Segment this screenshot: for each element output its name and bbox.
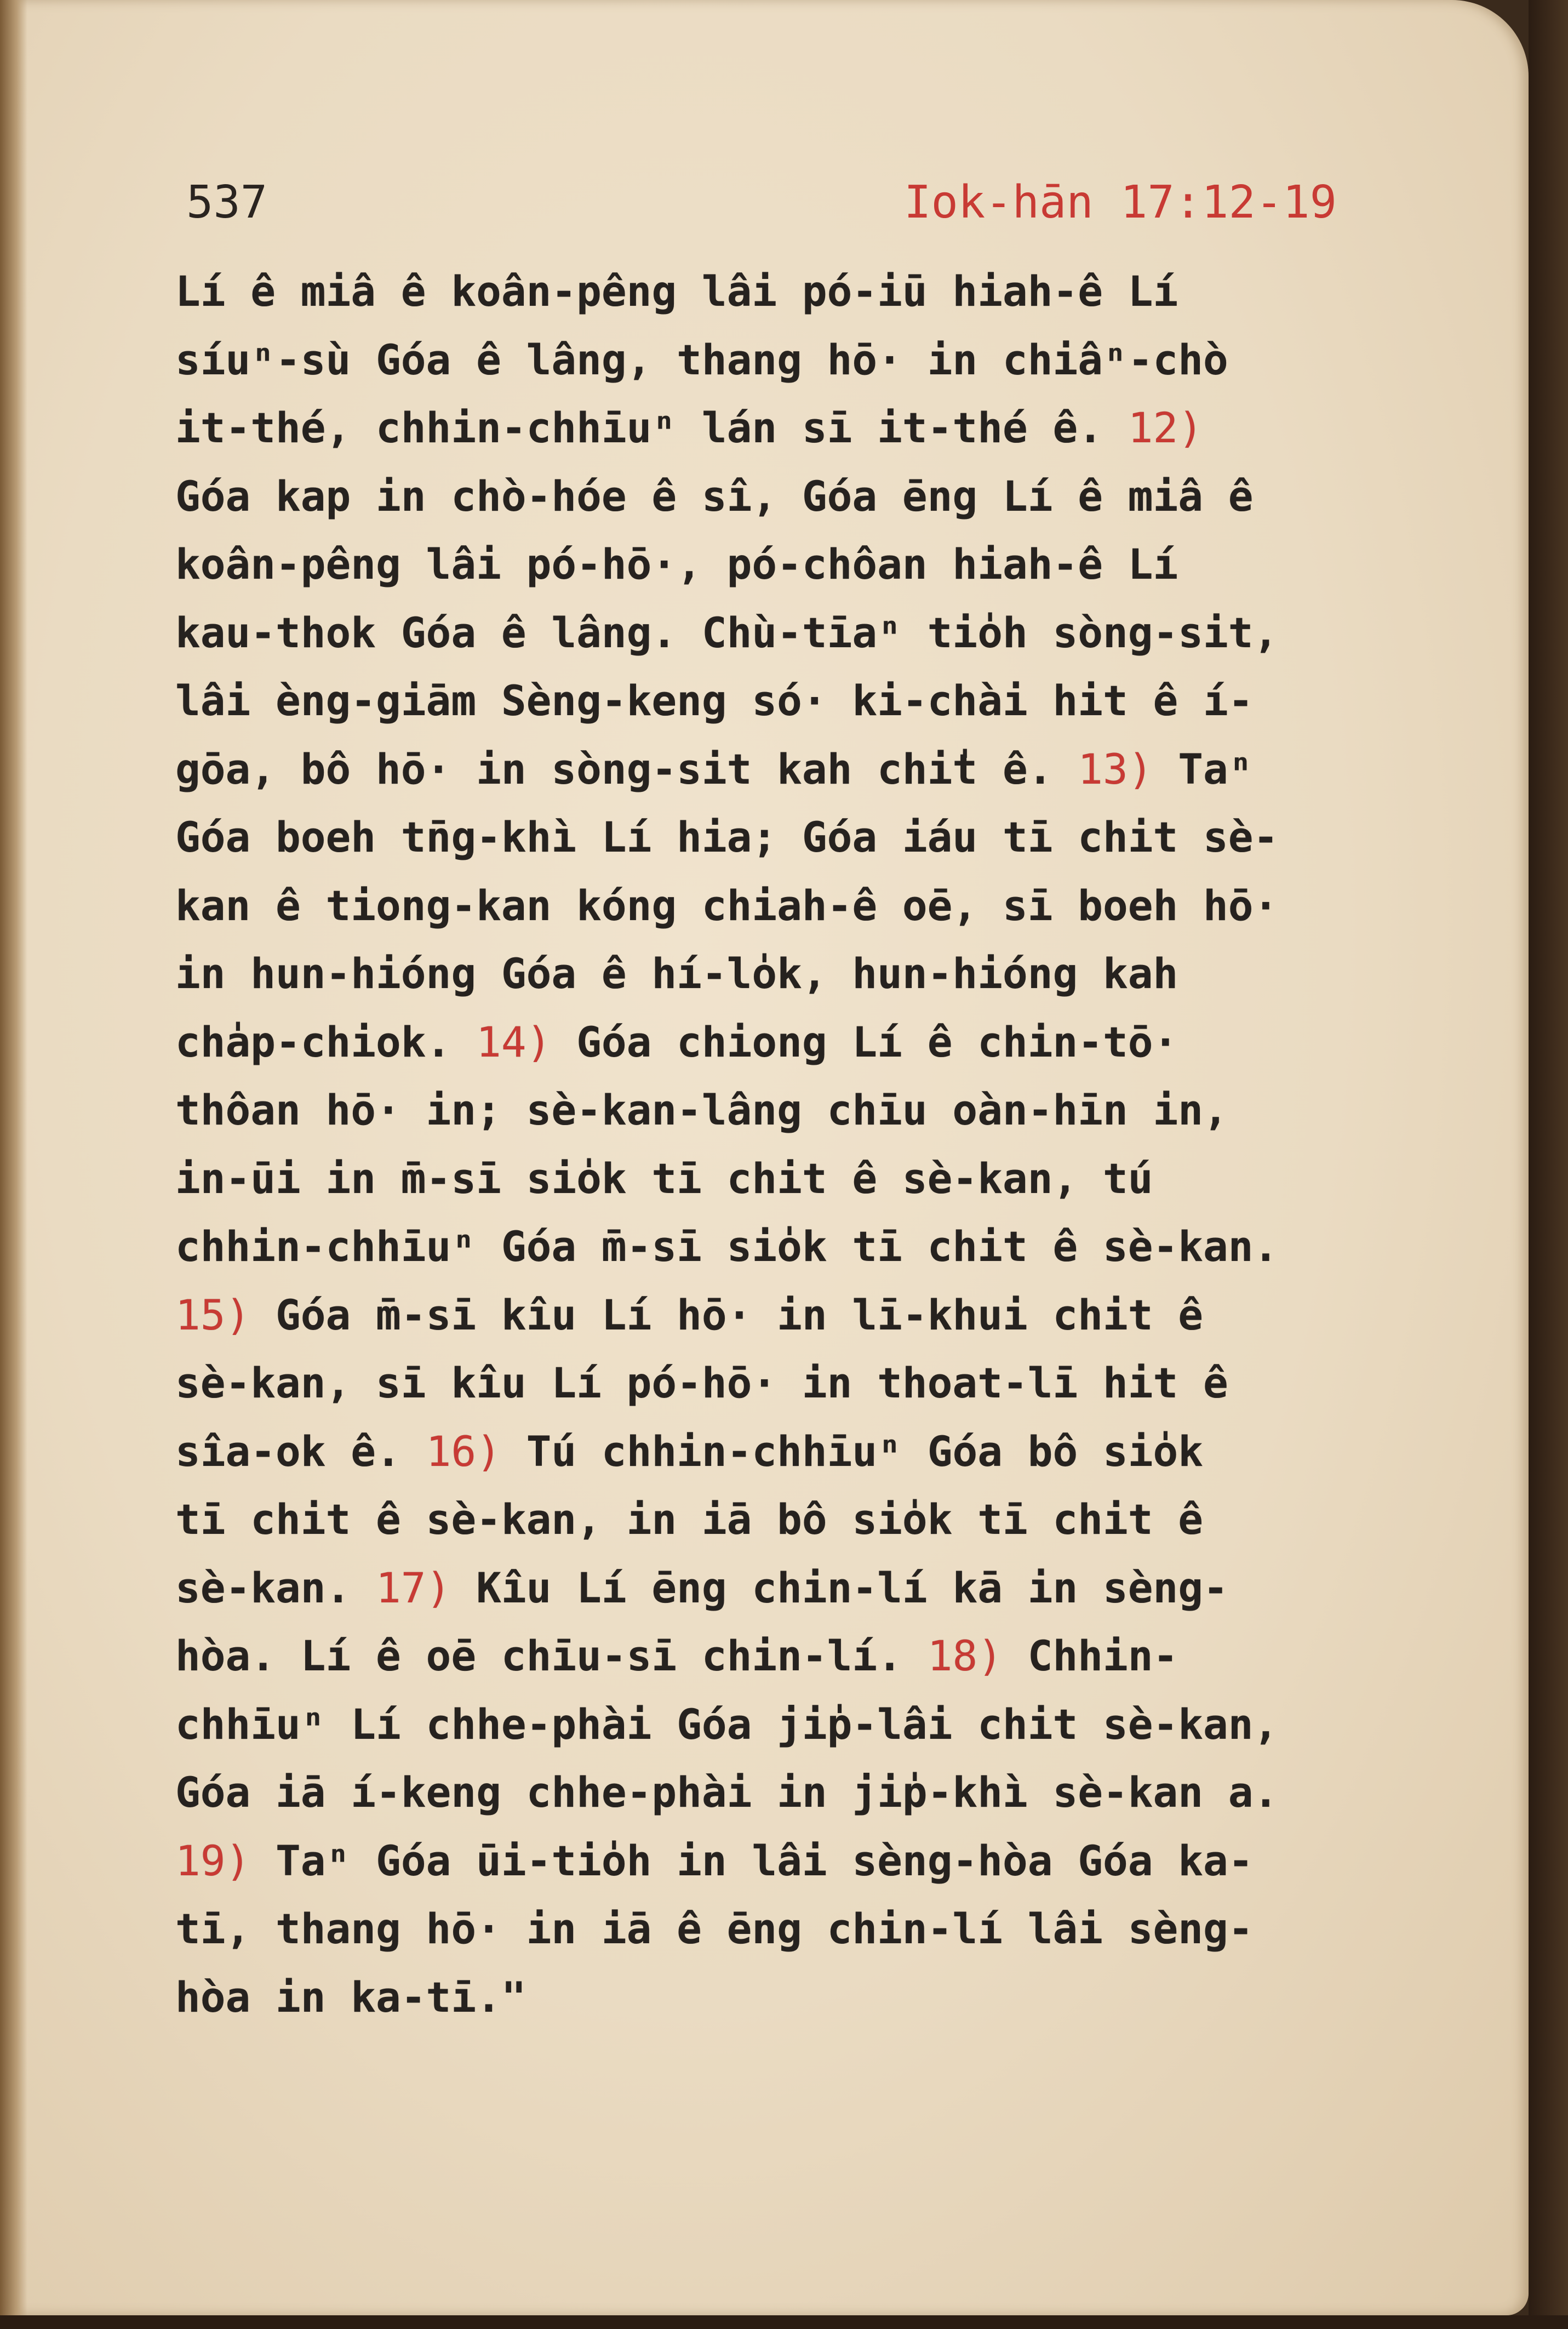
text-line xyxy=(175,940,1424,1008)
text-line xyxy=(175,667,1424,735)
verse-number: 15) xyxy=(175,1290,251,1339)
verse-text: síuⁿ-sù Góa ê lâng, thang hō· in chiâⁿ-chò xyxy=(175,335,1228,384)
verse-text: thôan hō· in; sè-kan-lâng chīu oàn-hīn in, xyxy=(175,1086,1228,1134)
verse-text: tī chit ê sè-kan, in iā bô sio̍k tī chit ê xyxy=(175,1495,1203,1544)
text-line xyxy=(175,1622,1424,1691)
text-line xyxy=(175,1213,1424,1281)
verse-text: Góa iā í-keng chhe-phài in ji̍p-khì sè-kan a. xyxy=(175,1768,1279,1817)
verse-text: tī, thang hō· in iā ê ēng chin-lí lâi sèng- xyxy=(175,1904,1254,1953)
verse-text: Góa boeh tn̄g-khì Lí hia; Góa iáu tī chit sè- xyxy=(175,813,1279,861)
verse-number: 17) xyxy=(376,1563,451,1612)
verse-text: koân-pêng lâi pó-hō·, pó-chôan hiah-ê Lí xyxy=(175,540,1178,589)
text-line xyxy=(175,1076,1424,1145)
verse-text: cha̍p-chiok. xyxy=(175,1017,477,1066)
text-line xyxy=(175,599,1424,667)
verse-text: sè-kan, sī kîu Lí pó-hō· in thoat-lī hit ê xyxy=(175,1358,1228,1407)
verse-number: 18) xyxy=(927,1631,1003,1680)
text-line xyxy=(175,1895,1424,1963)
text-line xyxy=(175,463,1424,531)
page-gutter-shadow xyxy=(0,0,27,2315)
verse-text: Lí ê miâ ê koân-pêng lâi pó-iū hiah-ê Lí xyxy=(175,267,1178,316)
verse-text: Tú chhin-chhīuⁿ Góa bô sio̍k xyxy=(501,1426,1204,1476)
verse-number: 14) xyxy=(476,1017,552,1066)
text-line xyxy=(175,1554,1424,1623)
text-line xyxy=(175,803,1424,872)
verse-text: it-thé, chhin-chhīuⁿ lán sī it-thé ê. xyxy=(175,403,1128,452)
verse-text: in-ūi in m̄-sī sio̍k tī chit ê sè-kan, tú xyxy=(175,1154,1153,1203)
verse-text: Góa kap in chò-hóe ê sî, Góa ēng Lí ê miâ ê xyxy=(175,471,1254,521)
verse-text: sîa-ok ê. xyxy=(175,1426,426,1476)
text-line xyxy=(175,1963,1424,2032)
verse-text: chhīuⁿ Lí chhe-phài Góa ji̍p-lâi chit sè-kan, xyxy=(175,1699,1279,1749)
verse-number: 19) xyxy=(175,1836,251,1885)
book-edge-background xyxy=(1529,0,1568,2329)
verse-text: Góa m̄-sī kîu Lí hō· in lī-khui chit ê xyxy=(250,1290,1204,1339)
verse-text: sè-kan. xyxy=(175,1563,376,1612)
verse-text: hòa in ka-tī." xyxy=(175,1972,527,2022)
text-line xyxy=(175,1008,1424,1077)
text-line xyxy=(175,1486,1424,1554)
text-line xyxy=(175,326,1424,395)
text-line xyxy=(175,1281,1424,1350)
text-line xyxy=(175,258,1424,326)
verse-text: lâi èng-giām Sèng-keng só· ki-chài hit ê í- xyxy=(175,676,1254,725)
verse-text: Kîu Lí ēng chin-lí kā in sèng- xyxy=(451,1563,1228,1612)
verse-text: Chhin- xyxy=(1002,1631,1178,1680)
text-line xyxy=(175,1418,1424,1486)
verse-text: hòa. Lí ê oē chīu-sī chin-lí. xyxy=(175,1631,928,1680)
page-number: 537 xyxy=(186,176,268,229)
verse-number: 12) xyxy=(1128,403,1204,452)
text-line xyxy=(175,394,1424,463)
verse-text: gōa, bô hō· in sòng-sit kah chi̍t ê. xyxy=(175,744,1078,794)
verse-text: in hun-hióng Góa ê hí-lo̍k, hun-hióng kah xyxy=(175,949,1178,998)
verse-text: chhin-chhīuⁿ Góa m̄-sī sio̍k tī chit ê sè-kan. xyxy=(175,1222,1279,1271)
verse-number: 16) xyxy=(426,1426,501,1476)
verse-text: kau-thok Góa ê lâng. Chù-tīaⁿ tio̍h sòng-sit, xyxy=(175,608,1279,657)
text-line xyxy=(175,735,1424,804)
text-line xyxy=(175,1145,1424,1213)
verse-text: Taⁿ xyxy=(1153,744,1254,794)
verse-text: kan ê tiong-kan kóng chiah-ê oē, sī boeh hō· xyxy=(175,881,1279,930)
book-bottom-edge xyxy=(0,2315,1568,2329)
text-line xyxy=(175,1827,1424,1896)
text-line xyxy=(175,1759,1424,1827)
running-head: Iok-hān 17:12-19 xyxy=(904,176,1337,229)
text-line xyxy=(175,1691,1424,1759)
verse-text: Taⁿ Góa ūi-tio̍h in lâi sèng-hòa Góa ka- xyxy=(250,1836,1254,1885)
page-header xyxy=(186,164,1337,241)
text-line xyxy=(175,530,1424,599)
scripture-text-block xyxy=(175,258,1424,2066)
text-line xyxy=(175,872,1424,940)
verse-number: 13) xyxy=(1078,744,1153,794)
text-line xyxy=(175,1349,1424,1418)
verse-text: Góa chiong Lí ê chin-tō· xyxy=(551,1017,1178,1066)
